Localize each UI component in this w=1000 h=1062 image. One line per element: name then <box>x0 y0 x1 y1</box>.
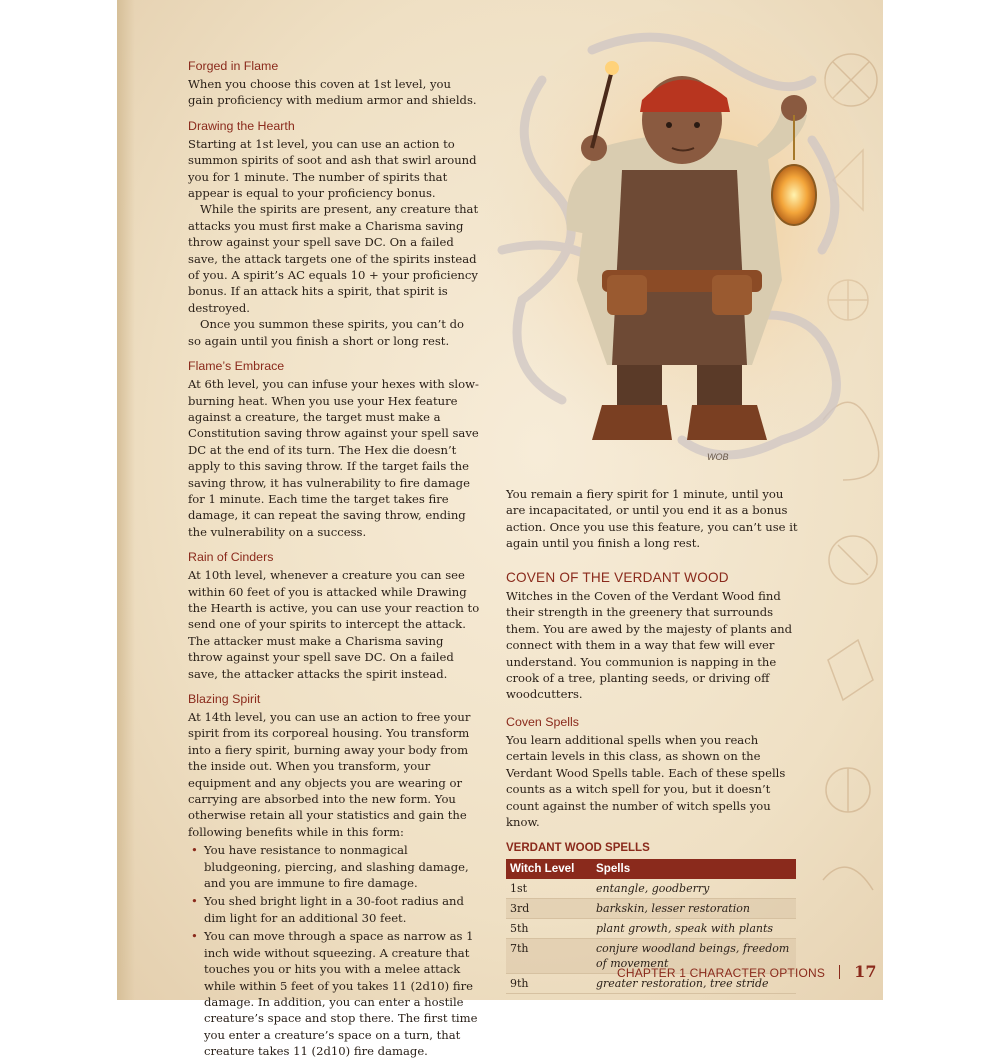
list-item <box>191 928 480 1059</box>
cell-spells: conjure woodland beings, freedom of movement <box>592 938 796 973</box>
bullet-icon: • <box>191 929 198 944</box>
list-item <box>191 842 480 891</box>
cell-level: 9th <box>506 973 592 993</box>
bullet-icon: • <box>191 843 198 858</box>
right-column <box>506 486 798 994</box>
cell-level: 1st <box>506 879 592 899</box>
column-header-spells: Spells <box>592 859 796 879</box>
heading-forged-in-flame: Forged in Flame <box>188 59 279 73</box>
table-row <box>506 879 796 899</box>
table-row <box>506 918 796 938</box>
list-item-text: You can move through a space as narrow as 1 inch wide without squeezing. A creature that touches you or hits you with a melee attack while within 5 feet of you takes 11 (2d10) fire damage. In addition, you can enter a hostile creature’s space and stop there. The first time you enter a creature’s space on a turn, that creature takes 11 (2d10) fire damage. <box>204 929 478 1059</box>
list-item <box>191 893 480 926</box>
column-header-witch-level: Witch Level <box>506 859 592 879</box>
paragraph: At 14th level, you can use an action to free your spirit from its corporeal housing. You transform into a fiery spirit, burning away your body from the inside out. When you transform, your equipment and any objects you are wearing or carrying are absorbed into the new form. You otherwise retain all your statistics and gain the following benefits while in this form: <box>188 710 471 839</box>
bullet-icon: • <box>191 894 198 909</box>
book-page <box>117 0 883 1059</box>
list-item-text: You have resistance to nonmagical bludgeoning, piercing, and slashing damage, and you are immune to fire damage. <box>204 843 469 891</box>
artist-signature: WOB <box>707 452 729 462</box>
heading-drawing-the-hearth: Drawing the Hearth <box>188 118 295 133</box>
paragraph: Witches in the Coven of the Verdant Wood find their strength in the greenery that surrounds them. You are awed by the majesty of plants and connect with them in a way that few will ever understand. You communion is napping in the crook of a tree, planting seeds, or driving off woodcutters. <box>506 589 793 702</box>
heading-rain-of-cinders: Rain of Cinders <box>188 550 274 565</box>
dwarf-witch-illustration <box>482 20 862 470</box>
table-title: VERDANT WOOD SPELLS <box>506 842 650 855</box>
chapter-label: CHAPTER 1 CHARACTER OPTIONS <box>617 966 826 980</box>
paragraph: At 6th level, you can infuse your hexes with slow-burning heat. When you use your Hex feature against a creature, the target must make a Constitution saving throw against your spell save DC at the end of its turn. The Hex die doesn’t apply to this saving throw. If the target fails the saving throw, it has vulnerability to fire damage for 1 minute. Each time the target takes fire damage, it can repeat the saving throw, ending the vulnerability on a success. <box>188 377 479 539</box>
heading-flames-embrace: Flame’s Embrace <box>188 359 285 374</box>
heading-coven-verdant-wood: COVEN OF THE VERDANT WOOD <box>506 569 729 585</box>
left-column <box>188 52 480 1062</box>
benefits-list <box>188 842 480 1059</box>
cell-level: 7th <box>506 938 592 973</box>
paragraph: Once you summon these spirits, you can’t do so again until you finish a short or long rest. <box>188 317 465 348</box>
list-item-text: You shed bright light in a 30-foot radius and dim light for an additional 30 feet. <box>204 894 464 925</box>
cell-spells: barkskin, lesser restoration <box>592 898 796 918</box>
paragraph: When you choose this coven at 1st level, you gain proficiency with medium armor and shields. <box>188 77 477 108</box>
paragraph: While the spirits are present, any creature that attacks you must first make a Charisma saving throw against your spell save DC. On a failed save, the attack targets one of the spirits instead of you. A spirit’s AC equals 10 + your proficiency bonus. If an attack hits a spirit, that spirit is destroyed. <box>188 202 479 315</box>
cell-level: 5th <box>506 918 592 938</box>
cell-spells: entangle, goodberry <box>592 879 796 899</box>
paragraph: You learn additional spells when you reach certain levels in this class, as shown on the Verdant Wood Spells table. Each of these spells counts as a witch spell for you, but it doesn’t count against the number of witch spells you know. <box>506 732 786 829</box>
cell-level: 3rd <box>506 898 592 918</box>
paragraph: You remain a fiery spirit for 1 minute, until you are incapacitated, or until you end it as a bonus action. Once you use this feature, you can’t use it again until you finish a long rest. <box>506 487 798 551</box>
paragraph: At 10th level, whenever a creature you can see within 60 feet of you is attacked while Drawing the Hearth is active, you can use your reaction to send one of your spirits to intercept the attack. The attacker must make a Charisma saving throw against your spell save DC. On a failed save, the attacker attacks the spirit instead. <box>188 568 480 681</box>
page-number: 17 <box>854 962 877 981</box>
page-gutter <box>117 0 135 1000</box>
cell-spells: plant growth, speak with plants <box>592 918 796 938</box>
heading-coven-spells: Coven Spells <box>506 714 580 729</box>
page-footer <box>617 962 877 981</box>
table-row <box>506 898 796 918</box>
paragraph: Starting at 1st level, you can use an action to summon spirits of soot and ash that swirl around you for 1 minute. The number of spirits that appear is equal to your proficiency bonus. <box>188 136 477 201</box>
cell-spells: greater restoration, tree stride <box>592 973 796 993</box>
table-header-row <box>506 859 796 879</box>
heading-blazing-spirit: Blazing Spirit <box>188 692 261 706</box>
footer-divider <box>839 965 840 979</box>
